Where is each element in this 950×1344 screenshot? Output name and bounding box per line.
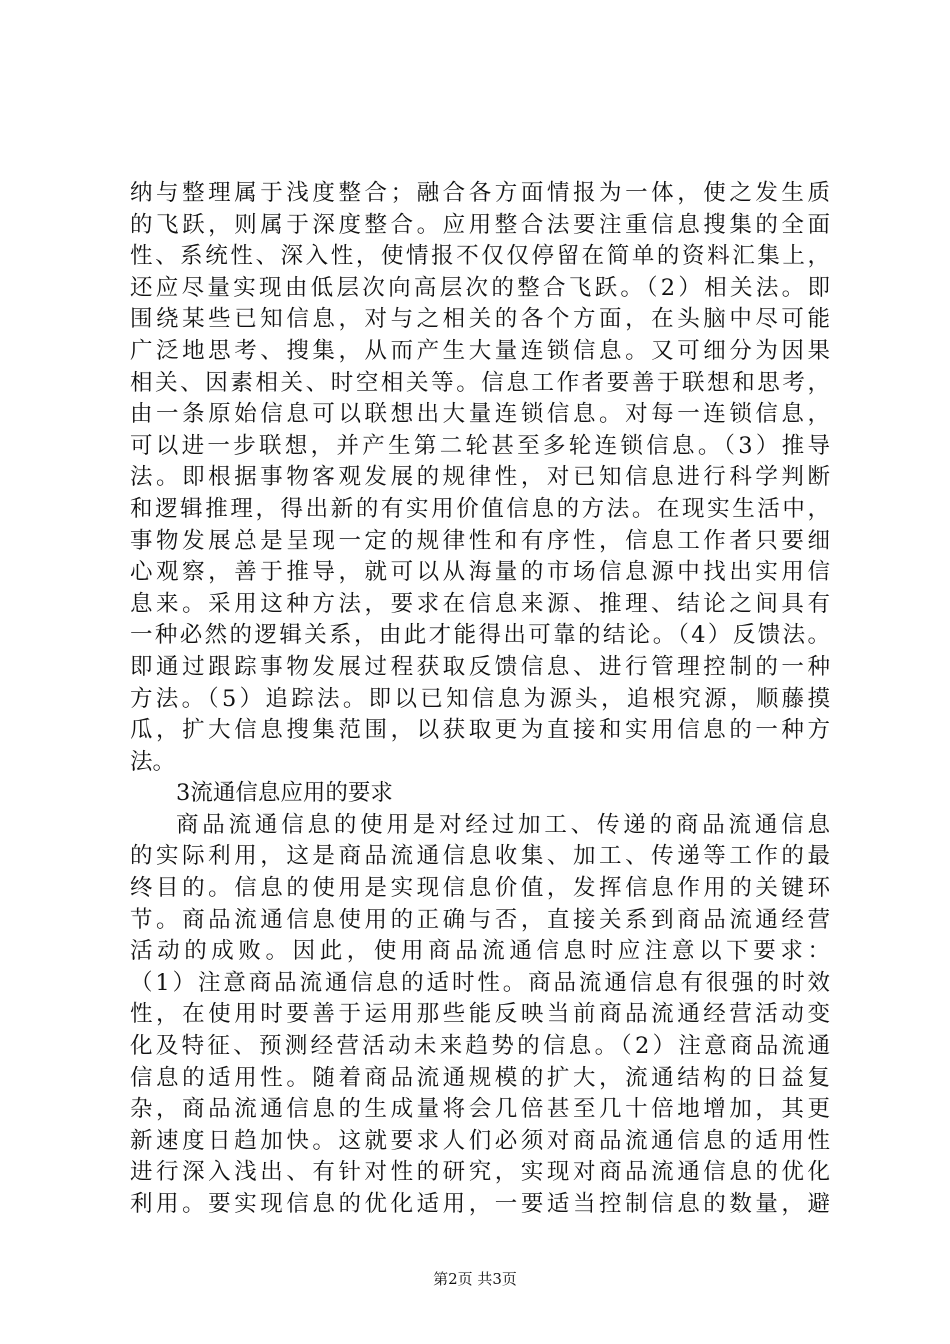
text-line: 即通过跟踪事物发展过程获取反馈信息、进行管理控制的一种 — [130, 653, 830, 680]
text-line: 事物发展总是呈现一定的规律性和有序性，信息工作者只要细 — [130, 527, 830, 554]
text-line: （1）注意商品流通信息的适时性。商品流通信息有很强的时效 — [130, 969, 830, 996]
text-line: 杂，商品流通信息的生成量将会几倍甚至几十倍地增加，其更 — [130, 1096, 830, 1123]
text-line: 性、系统性、深入性，使情报不仅仅停留在简单的资料汇集上， — [130, 243, 830, 270]
text-line: 广泛地思考、搜集，从而产生大量连锁信息。又可细分为因果 — [130, 337, 830, 364]
text-line: 的实际利用，这是商品流通信息收集、加工、传递等工作的最 — [130, 843, 830, 870]
text-line: 法。即根据事物客观发展的规律性，对已知信息进行科学判断 — [130, 464, 830, 491]
text-line: 的飞跃，则属于深度整合。应用整合法要注重信息搜集的全面 — [130, 211, 830, 238]
text-line: 围绕某些已知信息，对与之相关的各个方面，在头脑中尽可能 — [130, 306, 830, 333]
text-line: 新速度日趋加快。这就要求人们必须对商品流通信息的适用性 — [130, 1127, 830, 1154]
text-line: 信息的适用性。随着商品流通规模的扩大，流通结构的日益复 — [130, 1064, 830, 1091]
text-line: 化及特征、预测经营活动未来趋势的信息。（2）注意商品流通 — [130, 1033, 830, 1060]
text-line: 纳与整理属于浅度整合；融合各方面情报为一体，使之发生质 — [130, 180, 830, 206]
text-line: 还应尽量实现由低层次向高层次的整合飞跃。（2）相关法。即 — [130, 274, 830, 301]
text-line: 性，在使用时要善于运用那些能反映当前商品流通经营活动变 — [130, 1001, 830, 1028]
text-line: 一种必然的逻辑关系，由此才能得出可靠的结论。（4）反馈法。 — [130, 622, 830, 649]
text-line: 商品流通信息的使用是对经过加工、传递的商品流通信息 — [176, 811, 830, 838]
body-text — [130, 178, 830, 1221]
text-line: 相关、因素相关、时空相关等。信息工作者要善于联想和思考， — [130, 369, 830, 396]
text-line: 可以进一步联想，并产生第二轮甚至多轮连锁信息。（3）推导 — [130, 432, 830, 459]
text-line: 息来。采用这种方法，要求在信息来源、推理、结论之间具有 — [130, 590, 830, 617]
text-line: 利用。要实现信息的优化适用，一要适当控制信息的数量，避 — [130, 1191, 830, 1217]
page-footer: 第2页 共3页 — [433, 1270, 517, 1288]
text-line: 由一条原始信息可以联想出大量连锁信息。对每一连锁信息， — [130, 401, 830, 428]
text-line: 进行深入浅出、有针对性的研究，实现对商品流通信息的优化 — [130, 1159, 830, 1186]
text-line: 瓜，扩大信息搜集范围，以获取更为直接和实用信息的一种方 — [130, 717, 830, 744]
text-line: 终目的。信息的使用是实现信息价值，发挥信息作用的关键环 — [130, 875, 830, 902]
text-line: 和逻辑推理，得出新的有实用价值信息的方法。在现实生活中， — [130, 495, 830, 522]
text-line: 法。 — [130, 748, 176, 775]
section-heading: 3流通信息应用的要求 — [176, 780, 393, 807]
text-line: 心观察，善于推导，就可以从海量的市场信息源中找出实用信 — [130, 559, 830, 586]
text-line: 活动的成败。因此，使用商品流通信息时应注意以下要求： — [130, 938, 830, 965]
text-line: 节。商品流通信息使用的正确与否，直接关系到商品流通经营 — [130, 906, 830, 933]
text-line: 方法。（5）追踪法。即以已知信息为源头，追根究源，顺藤摸 — [130, 685, 830, 712]
